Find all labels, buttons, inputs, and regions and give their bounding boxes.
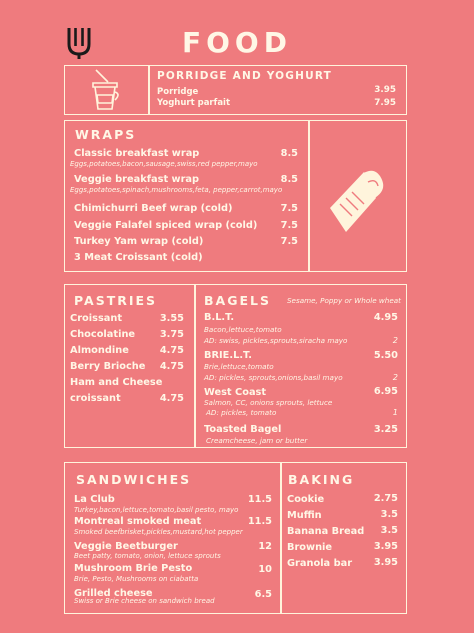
bagel-item-price: 4.95 xyxy=(373,312,398,323)
bagel-item-desc: Salmon, CC, onions sprouts, lettuce xyxy=(204,398,333,407)
sandwich-item-price: 12 xyxy=(258,541,272,552)
bagels-heading: BAGELS xyxy=(204,293,271,308)
baking-item-name: Granola bar xyxy=(287,558,353,569)
pastry-item-name: Almondine xyxy=(70,345,129,356)
pastry-item-price: 4.75 xyxy=(159,361,184,372)
wrap-item-price: 7.5 xyxy=(280,236,298,247)
porridge-heading: PORRIDGE AND YOGHURT xyxy=(157,70,333,82)
wrap-item-name: 3 Meat Croissant (cold) xyxy=(74,252,203,263)
wrap-item-name: Chimichurri Beef wrap (cold) xyxy=(74,203,233,214)
wrap-item-name: Veggie Falafel spiced wrap (cold) xyxy=(74,220,258,231)
wrap-item-desc: Eggs,potatoes,bacon,sausage,swiss,red pepper,mayo xyxy=(70,160,258,168)
wrap-item-name: Veggie breakfast wrap xyxy=(74,174,200,185)
pastry-item-price: 4.75 xyxy=(159,393,184,404)
sandwich-item-name: La Club xyxy=(74,494,115,505)
porridge-item-price: 3.95 xyxy=(374,85,396,95)
pastry-item-price: 3.55 xyxy=(159,313,184,324)
wrap-item-name: Turkey Yam wrap (cold) xyxy=(74,236,204,247)
bagel-item-addon: AD: pickles, tomato xyxy=(206,408,277,417)
bagel-item-name: Toasted Bagel xyxy=(204,424,282,435)
takeaway-cup-icon xyxy=(86,68,126,112)
bagel-item-name: B.L.T. xyxy=(204,312,235,323)
pastries-heading: PASTRIES xyxy=(74,293,158,308)
sandwich-item-price: 11.5 xyxy=(247,516,272,527)
baking-item-price: 3.95 xyxy=(373,541,398,552)
sandwich-item-desc: Swiss or Brie cheese on sandwich bread xyxy=(74,597,215,605)
baking-item-price: 3.5 xyxy=(380,509,398,520)
bagel-item-price: 6.95 xyxy=(373,386,398,397)
pastry-item-name: Berry Brioche xyxy=(70,361,146,372)
baking-item-name: Muffin xyxy=(287,510,322,521)
wraps-divider xyxy=(308,120,310,272)
sandwich-item-price: 11.5 xyxy=(247,494,272,505)
bagel-item-addon-price: 2 xyxy=(392,335,398,345)
porridge-item-price: 7.95 xyxy=(374,98,396,108)
pastry-item-price: 4.75 xyxy=(159,345,184,356)
porridge-item-name: Yoghurt parfait xyxy=(157,98,231,108)
sandwich-item-desc: Beet patty, tomato, onion, lettuce sprouts xyxy=(74,552,221,560)
baking-item-name: Banana Bread xyxy=(287,526,365,537)
sandwich-item-name: Montreal smoked meat xyxy=(74,516,202,527)
pastry-item-name: Croissant xyxy=(70,313,123,324)
baking-item-name: Brownie xyxy=(287,542,333,553)
pastries-divider xyxy=(194,284,196,448)
sandwiches-heading: SANDWICHES xyxy=(76,472,192,487)
baking-item-price: 2.75 xyxy=(373,493,398,504)
sandwich-item-desc: Turkey,bacon,lettuce,tomato,basil pesto, mayo xyxy=(74,506,239,514)
bagel-item-addon: AD: swiss, pickles,sprouts,siracha mayo xyxy=(204,336,348,345)
bagel-item-price: 3.25 xyxy=(373,424,398,435)
bagels-subheading: Sesame, Poppy or Whole wheat xyxy=(287,296,401,305)
sandwiches-divider xyxy=(280,462,282,614)
bagel-item-addon: AD: pickles, sprouts,onions,basil mayo xyxy=(204,373,343,382)
sandwich-item-price: 6.5 xyxy=(254,589,272,600)
wrap-item-price: 7.5 xyxy=(280,203,298,214)
sandwich-item-price: 10 xyxy=(258,564,272,575)
sandwich-item-desc: Brie, Pesto, Mushrooms on ciabatta xyxy=(74,575,199,583)
porridge-divider xyxy=(148,65,150,115)
bagel-item-desc: Creamcheese, jam or butter xyxy=(206,436,308,445)
pastry-item-name: croissant xyxy=(70,393,121,404)
bagel-item-price: 5.50 xyxy=(373,350,398,361)
bagel-item-addon-price: 1 xyxy=(392,407,398,417)
sandwich-item-name: Mushroom Brie Pesto xyxy=(74,563,193,574)
wrap-item-price: 8.5 xyxy=(280,174,298,185)
sandwich-item-name: Veggie Beetburger xyxy=(74,541,178,552)
bagel-item-desc: Brie,lettuce,tomato xyxy=(204,362,274,371)
baking-item-price: 3.95 xyxy=(373,557,398,568)
pastry-item-price: 3.75 xyxy=(159,329,184,340)
bagel-item-name: West Coast xyxy=(204,387,267,398)
wrap-item-name: Classic breakfast wrap xyxy=(74,148,200,159)
bagel-item-desc: Bacon,lettuce,tomato xyxy=(204,325,282,334)
wraps-heading: WRAPS xyxy=(75,127,137,142)
wrap-item-desc: Eggs,potatoes,spinach,mushrooms,feta, pepper,carrot,mayo xyxy=(70,186,283,194)
wrap-item-price: 8.5 xyxy=(280,148,298,159)
bagel-item-addon-price: 2 xyxy=(392,372,398,382)
bagel-item-name: BRIE.L.T. xyxy=(204,350,252,361)
baking-heading: BAKING xyxy=(288,472,355,487)
wrap-item-price: 7.5 xyxy=(280,220,298,231)
sandwich-item-desc: Smoked beefbrisket,pickles,mustard,hot pepper xyxy=(74,528,243,536)
baking-item-price: 3.5 xyxy=(380,525,398,536)
sandwich-item-name: Grilled cheese xyxy=(74,588,153,599)
baking-item-name: Cookie xyxy=(287,494,325,505)
page-title: FOOD xyxy=(182,26,292,59)
pastry-item-name: Chocolatine xyxy=(70,329,136,340)
pastry-item-name: Ham and Cheese xyxy=(70,377,163,388)
wrap-icon xyxy=(324,164,392,240)
porridge-item-name: Porridge xyxy=(157,87,199,97)
